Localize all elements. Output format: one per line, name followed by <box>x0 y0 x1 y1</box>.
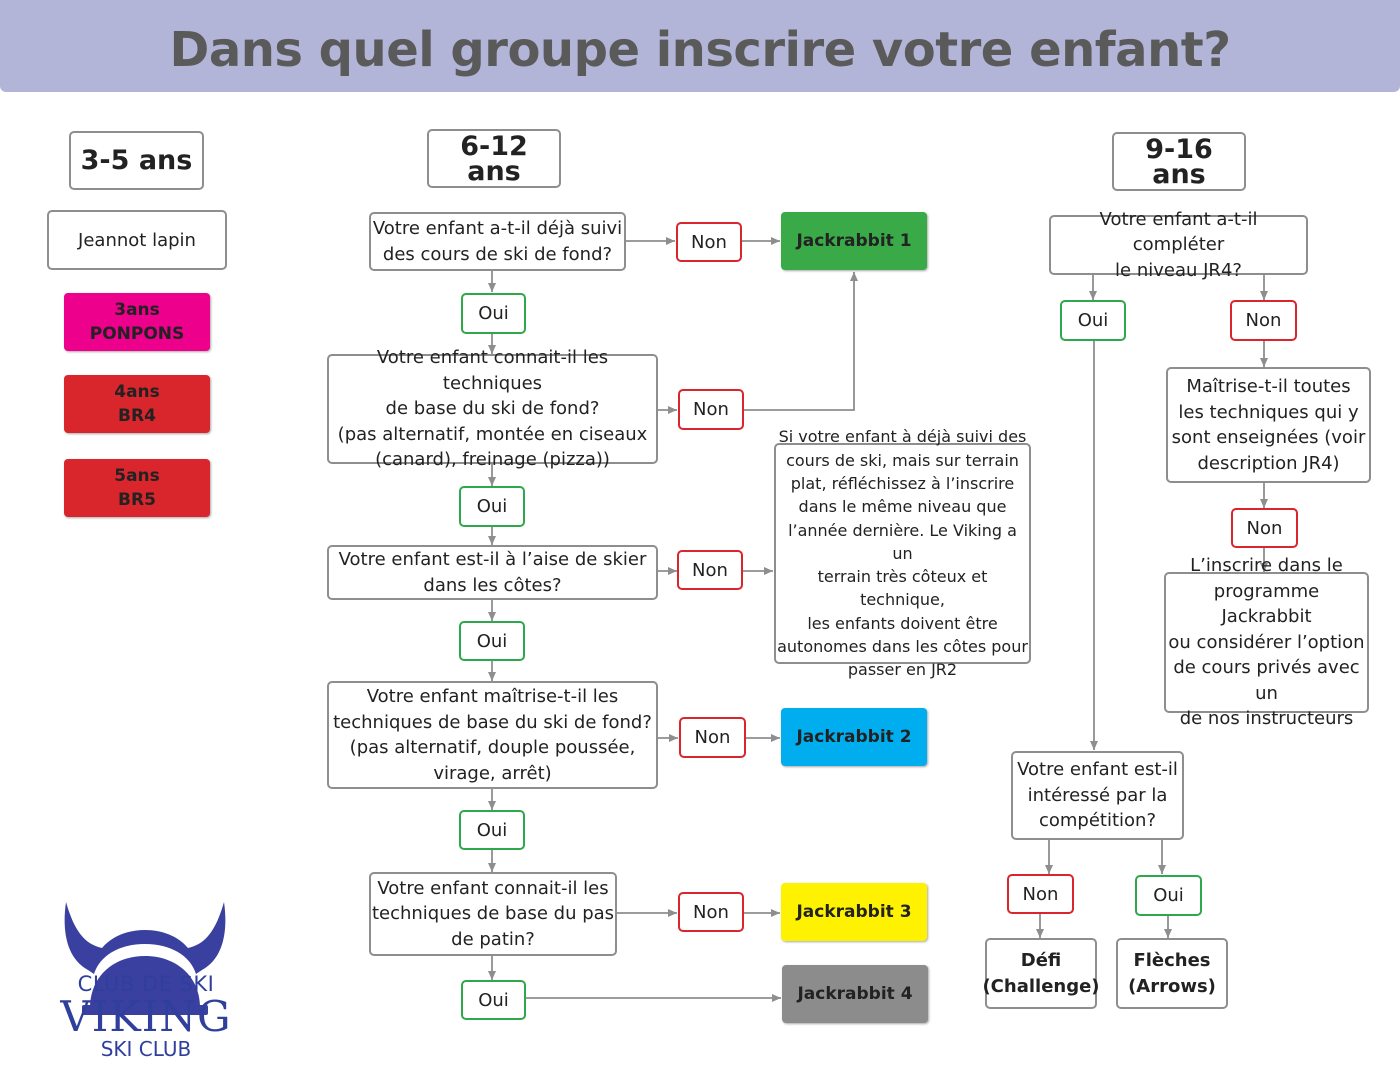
answer-non-8: Non <box>1007 874 1074 914</box>
question-pas-de-patin: Votre enfant connait-il les techniques de base du pas de patin? <box>369 872 617 956</box>
group-jeannot-lapin: Jeannot lapin <box>47 210 227 270</box>
note-terrain-viking: Si votre enfant à déjà suivi des cours de ski, mais sur terrain plat, réfléchissez à l’inscrire dans le même niveau que l’année dernière. Le Viking a un terrain très côteux et technique, les enfants doivent être autonomes dans les côtes pour passer en JR2 <box>774 443 1031 664</box>
question-deja-suivi-cours: Votre enfant a-t-il déjà suivi des cours de ski de fond? <box>369 212 626 271</box>
question-interesse-competition: Votre enfant est-il intéressé par la compétition? <box>1011 751 1184 840</box>
question-aise-cotes: Votre enfant est-il à l’aise de skier dans les côtes? <box>327 545 658 600</box>
answer-non-3: Non <box>677 550 743 590</box>
answer-oui-3: Oui <box>459 621 525 661</box>
answer-oui-5: Oui <box>461 980 526 1020</box>
logo-text-viking: VIKING <box>60 992 232 1041</box>
answer-non-5: Non <box>678 892 744 932</box>
group-br5: 5ans BR5 <box>64 459 210 517</box>
logo-text-club-de-ski: CLUB DE SKI <box>77 972 215 996</box>
answer-non-7: Non <box>1231 508 1298 548</box>
answer-non-1: Non <box>676 222 742 262</box>
answer-oui-2: Oui <box>459 486 525 527</box>
answer-oui-4: Oui <box>459 810 525 850</box>
question-maitrise-toutes-techniques: Maîtrise-t-il toutes les techniques qui y sont enseignées (voir description JR4) <box>1166 367 1371 483</box>
advice-programme-jackrabbit: L’inscrire dans le programme Jackrabbit ou considérer l’option de cours privés avec un de nos instructeurs <box>1164 572 1369 713</box>
group-br4: 4ans BR4 <box>64 375 210 433</box>
result-jackrabbit-4: Jackrabbit 4 <box>782 965 928 1023</box>
answer-oui-6: Oui <box>1060 300 1126 341</box>
age-header-6-12: 6-12 ans <box>427 129 561 188</box>
result-defi-challenge: Défi (Challenge) <box>985 938 1097 1009</box>
age-header-3-5: 3-5 ans <box>69 131 204 190</box>
page-title: Dans quel groupe inscrire votre enfant? <box>169 22 1231 78</box>
question-maitrise-techniques: Votre enfant maîtrise-t-il les techniques de base du ski de fond? (pas alternatif, douple poussée, virage, arrêt) <box>327 681 658 789</box>
question-techniques-base: Votre enfant connait-il les techniques de base du ski de fond? (pas alternatif, montée en ciseaux (canard), freinage (pizza)) <box>327 354 658 464</box>
group-ponpons: 3ans PONPONS <box>64 293 210 351</box>
result-jackrabbit-2: Jackrabbit 2 <box>781 708 927 766</box>
answer-non-4: Non <box>679 717 746 758</box>
result-jackrabbit-3: Jackrabbit 3 <box>781 883 927 941</box>
question-complete-jr4: Votre enfant a-t-il compléter le niveau JR4? <box>1049 215 1308 275</box>
answer-oui-1: Oui <box>461 293 526 334</box>
result-fleches-arrows: Flèches (Arrows) <box>1116 938 1228 1009</box>
answer-oui-8: Oui <box>1135 875 1202 916</box>
result-jackrabbit-1: Jackrabbit 1 <box>781 212 927 270</box>
answer-non-2: Non <box>678 389 744 430</box>
logo-text-ski-club: SKI CLUB <box>100 1037 192 1061</box>
age-header-9-16: 9-16 ans <box>1112 132 1246 191</box>
answer-non-6: Non <box>1230 300 1297 341</box>
